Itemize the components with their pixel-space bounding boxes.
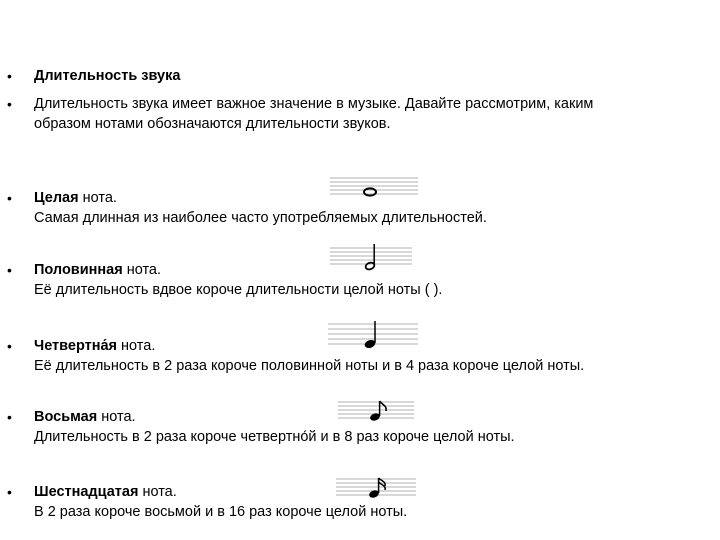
whole-note-icon xyxy=(330,176,418,198)
quarter-note-icon xyxy=(328,318,418,350)
note-word: нота. xyxy=(78,190,117,206)
item-text-line: Её длительность в 2 раза короче половинной ноты и в 4 раза короче целой ноты. xyxy=(34,358,585,374)
bullet: • xyxy=(7,338,12,354)
half-note-icon xyxy=(330,243,412,271)
note-name: Восьмая xyxy=(34,409,98,425)
item-text-line: Длительность звука имеет важное значение в музыке. Давайте рассмотрим, каким xyxy=(34,96,594,112)
bullet: • xyxy=(7,96,12,112)
note-name: Половинная xyxy=(34,262,123,278)
item-text-line: Её длительность вдвое короче длительности целой ноты ( ). xyxy=(34,282,443,298)
note-name: Шестнадцатая xyxy=(34,484,139,500)
bullet: • xyxy=(7,409,12,425)
item-heading: Длительность звука xyxy=(34,68,181,84)
note-word: нота. xyxy=(97,409,136,425)
bullet: • xyxy=(7,262,12,278)
item-text-line: Самая длинная из наиболее часто употребляемых длительностей. xyxy=(34,210,487,226)
bullet: • xyxy=(7,484,12,500)
item-text-line: В 2 раза короче восьмой и в 16 раз короче целой ноты. xyxy=(34,504,408,520)
eighth-note-icon xyxy=(338,398,414,424)
note-name: Целая xyxy=(34,190,79,206)
sixteenth-note-icon xyxy=(336,475,416,501)
note-word: нота. xyxy=(117,338,156,354)
item-text-line: образом нотами обозначаются длительности звуков. xyxy=(34,116,391,132)
note-word: нота. xyxy=(138,484,177,500)
note-word: нота. xyxy=(122,262,162,278)
bullet: • xyxy=(7,190,12,206)
bullet: • xyxy=(7,68,12,84)
item-text-line: Длительность в 2 раза короче четвертно́й и в 8 раз короче целой ноты. xyxy=(34,429,515,445)
note-name: Четвертна́я xyxy=(34,338,117,354)
